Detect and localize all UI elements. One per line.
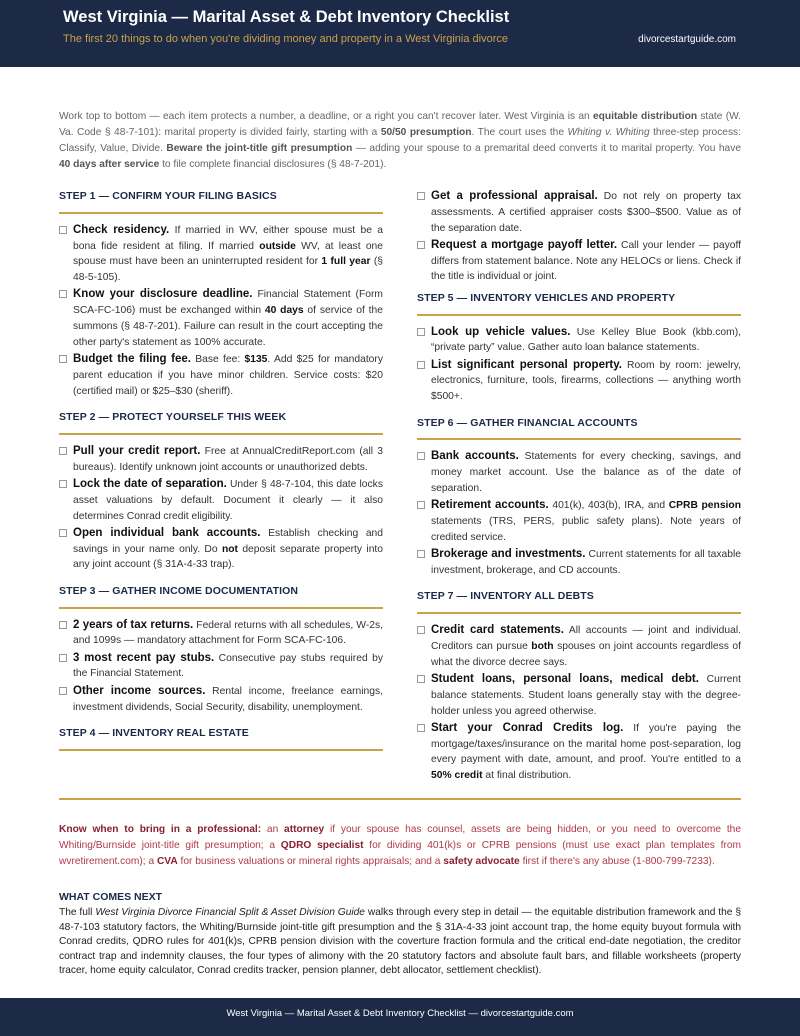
checkbox-icon[interactable] (59, 654, 67, 662)
checkbox-icon[interactable] (59, 447, 67, 455)
step-6-heading: STEP 6 — GATHER FINANCIAL ACCOUNTS (417, 416, 741, 441)
step-5-heading: STEP 5 — INVENTORY VEHICLES AND PROPERTY (417, 291, 741, 316)
intro-paragraph: Work top to bottom — each item protects a number, a deadline, or a right you can't recover later. West Virginia is an equitable distribution state (W. Va. Code § 48-7-101): marital property is divided fairly, starting with a 50/50 presumption. The court uses the Whiting v. Whiting three-step process: Classify, Value, Divide. Beware the joint-title gift presumption — adding your spouse to a premarital deed converts it to marital property. You have 40 days after service to file complete financial disclosures (§ 48-7-201). (59, 111, 741, 170)
checkbox-icon[interactable] (417, 361, 425, 369)
checkbox-icon[interactable] (417, 724, 425, 732)
footer: West Virginia — Marital Asset & Debt Inventory Checklist — divorcestartguide.com (0, 998, 800, 1036)
what-comes-next-heading: WHAT COMES NEXT (59, 891, 163, 903)
section-divider (59, 798, 741, 800)
checkbox-icon[interactable] (59, 355, 67, 363)
checkbox-icon[interactable] (417, 675, 425, 683)
checkbox-icon[interactable] (59, 226, 67, 234)
step-7-heading: STEP 7 — INVENTORY ALL DEBTS (417, 589, 741, 614)
checklist-item-budget[interactable]: Budget the filing fee. Base fee: $135. Add $25 for mandatory parent education if you have minor children. Service costs: $20 (certified mail) or $25–$30 (sheriff). (59, 352, 383, 399)
checklist-item-credit[interactable]: Pull your credit report. Free at AnnualCreditReport.com (all 3 bureaus). Identify unknown joint accounts or unauthorized debts. (59, 444, 383, 476)
right-column (417, 189, 741, 786)
what-comes-next-paragraph: The full West Virginia Divorce Financial Split & Asset Division Guide walks through every step in detail — the equitable distribution framework and the § 48-7-103 statutory factors, the Whiting/Burnside joint-title gift presumption and the § 31A-4-33 joint account trap, the home equity buyout formula with Conrad credits, QDRO rules for 401(k)s, CPRB pension division with the coverture fraction formula and the critical end-date negotiation, the creditor contract trap and indemnity clauses, the four types of alimony with the 20 statutory factors and absolute fault bars, and fillable worksheets (property tracer, home equity calculator, Conrad credits tracker, pension planner, debt allocator, settlement checklist). (59, 907, 741, 976)
checklist-item-appraisal[interactable]: Get a professional appraisal. Do not rely on property tax assessments. A certified appraiser costs $300–$500. Value as of the separation date. (417, 189, 741, 236)
checklist-item-brokerage[interactable]: Brokerage and investments. Current statements for all taxable investment, brokerage, and CD accounts. (417, 547, 741, 579)
checklist-item-tax[interactable]: 2 years of tax returns. Federal returns with all schedules, W-2s, and 1099s — mandatory attachment for Form SCA-FC-106. (59, 618, 383, 650)
step-1-heading: STEP 1 — CONFIRM YOUR FILING BASICS (59, 189, 383, 214)
checkbox-icon[interactable] (59, 480, 67, 488)
checkbox-icon[interactable] (59, 290, 67, 298)
checklist-item-personal[interactable]: List significant personal property. Room by room: jewelry, electronics, furniture, tools, firearms, collections — anything worth $500+. (417, 358, 741, 405)
checkbox-icon[interactable] (417, 626, 425, 634)
checklist-item-conrad[interactable]: Start your Conrad Credits log. If you're paying the mortgage/taxes/insurance on the marital home post-separation, log every payment with date, amount, and proof. You're entitled to a 50% credit at final distribution. (417, 721, 741, 784)
step-2-heading: STEP 2 — PROTECT YOURSELF THIS WEEK (59, 410, 383, 435)
checklist-item-bank[interactable]: Bank accounts. Statements for every checking, savings, and money market account. Use the balance as of the date of separation. (417, 449, 741, 496)
checkbox-icon[interactable] (417, 241, 425, 249)
checklist-item-otherincome[interactable]: Other income sources. Rental income, freelance earnings, investment dividends, Social Security, disability, unemployment. (59, 684, 383, 716)
checklist-item-paystubs[interactable]: 3 most recent pay stubs. Consecutive pay stubs required by the Financial Statement. (59, 651, 383, 683)
checklist-item-loans[interactable]: Student loans, personal loans, medical debt. Current balance statements. Student loans generally stay with the degree-holder unless you agreed otherwise. (417, 672, 741, 719)
checkbox-icon[interactable] (417, 452, 425, 460)
page-subtitle: The first 20 things to do when you're dividing money and property in a West Virginia divorce (63, 33, 508, 45)
checklist-item-residency[interactable]: Check residency. If married in WV, either spouse must be a bona fide resident at filing. If married outside WV, at least one spouse must have been an uninterrupted resident for 1 full year (§ 48-5-105). (59, 223, 383, 286)
checklist-item-disclosure[interactable]: Know your disclosure deadline. Financial Statement (Form SCA-FC-106) must be exchanged within 40 days of service of the summons (§ 48-7-201). Failure can result in the court accepting the other party's statement as 100% accurate. (59, 287, 383, 350)
professional-help-note: Know when to bring in a professional: an attorney if your spouse has counsel, assets are being hidden, or you need to overcome the Whiting/Burnside joint-title gift presumption; a QDRO specialist for dividing 401(k)s or CPRB pensions (must use exact plan templates from wvretirement.com); a CVA for business valuations or mineral rights appraisals; and a safety advocate first if there's any abuse (1-800-799-7233). (59, 824, 742, 867)
checkbox-icon[interactable] (417, 328, 425, 336)
checkbox-icon[interactable] (417, 550, 425, 558)
site-name: divorcestartguide.com (638, 34, 736, 45)
checklist-item-openbank[interactable]: Open individual bank accounts. Establish checking and savings in your name only. Do not deposit separate property into any joint account (§ 31A-4-33 trap). (59, 526, 383, 573)
checkbox-icon[interactable] (59, 621, 67, 629)
checklist-item-vehicle[interactable]: Look up vehicle values. Use Kelley Blue Book (kbb.com), “private party” value. Gather auto loan balance statements. (417, 325, 741, 357)
left-column (59, 189, 383, 760)
checklist-item-cards[interactable]: Credit card statements. All accounts — joint and individual. Creditors can pursue both spouses on joint accounts regardless of what the divorce decree says. (417, 623, 741, 670)
page-title: West Virginia — Marital Asset & Debt Inventory Checklist (63, 8, 510, 26)
step-3-heading: STEP 3 — GATHER INCOME DOCUMENTATION (59, 584, 383, 609)
checklist-item-separation[interactable]: Lock the date of separation. Under § 48-7-104, this date locks asset valuations by default. Document it clearly — it also determines Conrad credit eligibility. (59, 477, 383, 524)
checklist-item-retirement[interactable]: Retirement accounts. 401(k), 403(b), IRA, and CPRB pension statements (TRS, PERS, public safety plans). Note years of credited service. (417, 498, 741, 545)
step-4-heading: STEP 4 — INVENTORY REAL ESTATE (59, 726, 383, 751)
checkbox-icon[interactable] (417, 192, 425, 200)
checklist-item-payoff[interactable]: Request a mortgage payoff letter. Call your lender — payoff differs from statement balance. Note any HELOCs or liens. Check if the title is individual or joint. (417, 238, 741, 285)
header (0, 0, 800, 67)
checkbox-icon[interactable] (417, 501, 425, 509)
checkbox-icon[interactable] (59, 529, 67, 537)
checkbox-icon[interactable] (59, 687, 67, 695)
